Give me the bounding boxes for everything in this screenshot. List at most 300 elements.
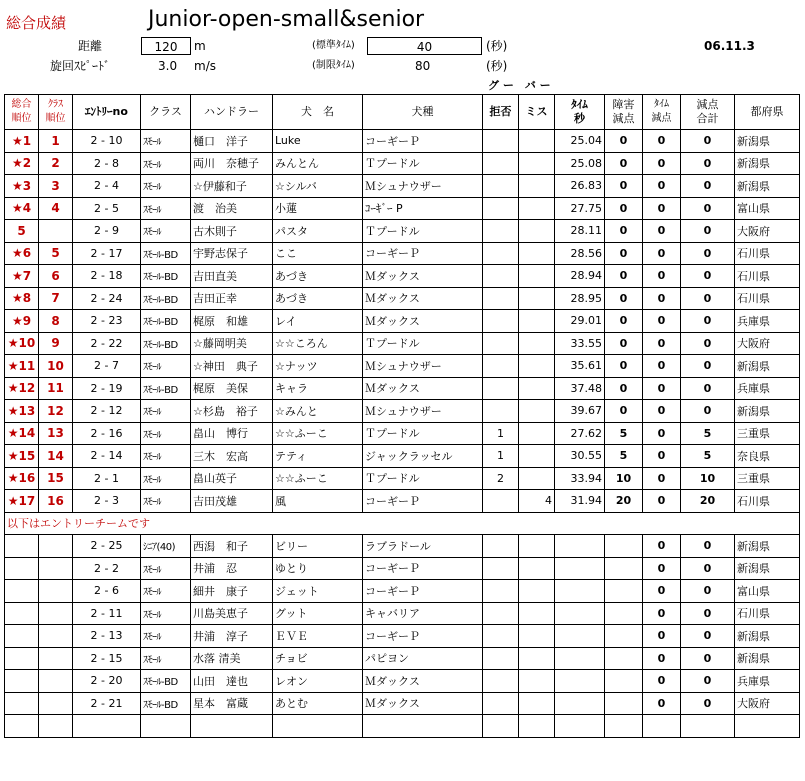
class-cell: ｽﾓｰﾙ [141,467,191,490]
table-row [5,197,800,220]
total-deduction-cell: 0 [681,265,735,288]
overall-rank: ★6 [5,242,39,265]
time-cell: 28.11 [555,220,605,243]
class-rank: 15 [39,467,73,490]
empty-cell [643,715,681,738]
header-breed: 犬種 [363,95,483,130]
handler-cell: 細井 康子 [191,580,273,603]
entry-no: 2 - 8 [73,152,141,175]
dog-cell: ☆ナッツ [273,355,363,378]
time-cell: 30.55 [555,445,605,468]
breed-cell: ｺｰｷﾞｰ P [363,197,483,220]
table-row [5,175,800,198]
results-table [4,94,800,738]
time-cell: 25.08 [555,152,605,175]
date-label: 06.11.3 [704,39,755,53]
entry-team-row [5,580,800,603]
total-deduction-cell: 0 [681,692,735,715]
breed-cell: コーギーＰ [363,490,483,513]
obstacle-deduction-cell: 5 [605,422,643,445]
empty-row [5,715,800,738]
time-deduction-cell: 0 [643,332,681,355]
header-time-deduction [643,95,681,130]
prefecture-cell: 新潟県 [735,355,800,378]
class-cell: ｽﾓｰﾙ [141,602,191,625]
refusal-cell [483,580,519,603]
breed-cell: コーギーＰ [363,242,483,265]
header-entry-no: ｴﾝﾄﾘｰno [73,95,141,130]
time-cell: 31.94 [555,490,605,513]
class-rank: 12 [39,400,73,423]
dog-cell: みんとん [273,152,363,175]
breed-cell: Ｍダックス [363,310,483,333]
prefecture-cell: 大阪府 [735,332,800,355]
dog-cell: 小蓮 [273,197,363,220]
breed-cell: Ｔプードル [363,152,483,175]
table-row [5,422,800,445]
table-row [5,130,800,153]
time-cell [555,647,605,670]
table-row [5,467,800,490]
prefecture-cell: 新潟県 [735,152,800,175]
breed-cell: コーギーＰ [363,625,483,648]
miss-cell [519,535,555,558]
total-deduction-cell: 0 [681,310,735,333]
miss-cell [519,242,555,265]
time-deduction-cell: 0 [643,692,681,715]
refusal-cell [483,152,519,175]
header-obstacle-deduction-text: 障害 減点 [612,98,635,125]
total-deduction-cell: 0 [681,355,735,378]
results-body [5,130,800,738]
entry-note-row [5,512,800,535]
obstacle-deduction-cell: 0 [605,287,643,310]
time-deduction-cell: 0 [643,602,681,625]
handler-cell: 梶原 和雄 [191,310,273,333]
class-cell: ｼﾆｱ(40) [141,535,191,558]
handler-cell: 吉田茂雄 [191,490,273,513]
dog-cell: レイ [273,310,363,333]
distance-unit: m [194,39,206,53]
breed-cell: Ｔプードル [363,332,483,355]
entry-team-row [5,692,800,715]
table-row [5,265,800,288]
obstacle-deduction-cell: 0 [605,355,643,378]
time-cell: 27.62 [555,422,605,445]
prefecture-cell: 新潟県 [735,535,800,558]
class-rank: 2 [39,152,73,175]
entry-no: 2 - 17 [73,242,141,265]
dog-cell: グット [273,602,363,625]
handler-cell: ☆伊藤和子 [191,175,273,198]
limit-time-value: 80 [415,59,431,73]
time-deduction-cell: 0 [643,490,681,513]
entry-no: 2 - 25 [73,535,141,558]
limit-time-unit: (秒) [486,59,508,73]
class-rank: 14 [39,445,73,468]
empty-cell [39,715,73,738]
breed-cell: Ｔプードル [363,467,483,490]
refusal-cell [483,490,519,513]
breed-cell: Ｍダックス [363,377,483,400]
prefecture-cell: 三重県 [735,422,800,445]
dog-cell: チョビ [273,647,363,670]
dog-cell: ジェット [273,580,363,603]
total-deduction-cell: 0 [681,647,735,670]
miss-cell [519,422,555,445]
empty-cell [605,715,643,738]
breed-cell: コーギーＰ [363,580,483,603]
time-deduction-cell: 0 [643,242,681,265]
breed-cell: Ｔプードル [363,422,483,445]
overall-rank: ★13 [5,400,39,423]
entry-team-row [5,625,800,648]
overall-rank: ★1 [5,130,39,153]
obstacle-deduction-cell: 0 [605,265,643,288]
handler-cell: 宇野志保子 [191,242,273,265]
time-deduction-cell: 0 [643,152,681,175]
header-time-text: ﾀｲﾑ 秒 [571,98,588,125]
obstacle-deduction-cell [605,670,643,693]
overall-rank: ★12 [5,377,39,400]
miss-cell [519,647,555,670]
miss-cell [519,377,555,400]
table-row [5,152,800,175]
refusal-cell [483,602,519,625]
header-time [555,95,605,130]
entry-no: 2 - 2 [73,557,141,580]
refusal-cell [483,287,519,310]
class-rank: 10 [39,355,73,378]
total-deduction-cell: 0 [681,400,735,423]
refusal-cell [483,355,519,378]
handler-cell: 井浦 忍 [191,557,273,580]
refusal-cell [483,692,519,715]
time-cell: 28.56 [555,242,605,265]
entry-no: 2 - 14 [73,445,141,468]
entry-no: 2 - 20 [73,670,141,693]
prefecture-cell: 兵庫県 [735,670,800,693]
header-obstacle-deduction [605,95,643,130]
dog-cell: パスタ [273,220,363,243]
total-deduction-cell: 20 [681,490,735,513]
time-cell [555,625,605,648]
time-cell [555,580,605,603]
obstacle-deduction-cell: 0 [605,310,643,333]
prefecture-cell: 石川県 [735,287,800,310]
overall-rank [5,602,39,625]
breed-cell: Ｍダックス [363,692,483,715]
time-cell [555,670,605,693]
handler-cell: 両川 奈穂子 [191,152,273,175]
handler-cell: 吉田正幸 [191,287,273,310]
class-rank: 7 [39,287,73,310]
dog-cell: ☆☆ころん [273,332,363,355]
distance-label: 距離 [78,39,103,53]
header-class-rank [39,95,73,130]
empty-cell [5,715,39,738]
obstacle-deduction-cell: 0 [605,377,643,400]
overall-rank: ★15 [5,445,39,468]
breed-cell: ラブラドール [363,535,483,558]
total-deduction-cell: 0 [681,670,735,693]
table-row [5,242,800,265]
entry-no: 2 - 3 [73,490,141,513]
miss-cell [519,445,555,468]
breed-cell: コーギーＰ [363,130,483,153]
class-cell: ｽﾓｰﾙ-BD [141,310,191,333]
header-miss: ミス [519,95,555,130]
class-cell: ｽﾓｰﾙ [141,422,191,445]
overall-rank: ★10 [5,332,39,355]
time-deduction-cell: 0 [643,377,681,400]
class-cell: ｽﾓｰﾙ-BD [141,377,191,400]
table-row [5,332,800,355]
handler-cell: 西潟 和子 [191,535,273,558]
class-rank [39,557,73,580]
obstacle-deduction-cell: 0 [605,152,643,175]
total-deduction-cell: 0 [681,377,735,400]
total-deduction-cell: 0 [681,625,735,648]
refusal-cell [483,197,519,220]
time-deduction-cell: 0 [643,265,681,288]
obstacle-deduction-cell [605,602,643,625]
overall-rank [5,557,39,580]
miss-cell [519,175,555,198]
class-cell: ｽﾓｰﾙ [141,445,191,468]
empty-cell [191,715,273,738]
entry-no: 2 - 23 [73,310,141,333]
class-cell: ｽﾓｰﾙ [141,197,191,220]
prefecture-cell: 石川県 [735,602,800,625]
breed-cell: キャバリア [363,602,483,625]
section-label: 総合成績 [6,14,67,32]
header-overall-text: 総合 順位 [11,99,32,124]
prefecture-cell: 富山県 [735,197,800,220]
total-deduction-cell: 0 [681,175,735,198]
prefecture-cell: 新潟県 [735,647,800,670]
breed-cell: コーギーＰ [363,557,483,580]
empty-cell [73,715,141,738]
empty-cell [273,715,363,738]
dog-cell: ゆとり [273,557,363,580]
refusal-cell [483,557,519,580]
time-cell: 28.94 [555,265,605,288]
refusal-cell [483,400,519,423]
page-title: Junior-open-small&senior [148,7,425,32]
refusal-cell [483,535,519,558]
standard-time-value: 40 [367,37,482,55]
total-deduction-cell: 0 [681,242,735,265]
class-rank [39,535,73,558]
limit-time-label: (制限ﾀｲﾑ) [312,60,355,71]
overall-rank: ★7 [5,265,39,288]
breed-cell: Ｍシュナウザー [363,175,483,198]
overall-rank: ★16 [5,467,39,490]
time-cell: 28.95 [555,287,605,310]
class-rank: 3 [39,175,73,198]
class-cell: ｽﾓｰﾙ-BD [141,265,191,288]
total-deduction-cell: 0 [681,602,735,625]
miss-cell [519,220,555,243]
dog-cell: Luke [273,130,363,153]
total-deduction-cell: 5 [681,445,735,468]
time-deduction-cell: 0 [643,647,681,670]
standard-time-unit: (秒) [486,39,508,53]
class-cell: ｽﾓｰﾙ [141,625,191,648]
handler-cell: 水落 清美 [191,647,273,670]
class-cell: ｽﾓｰﾙ-BD [141,242,191,265]
time-cell: 27.75 [555,197,605,220]
refusal-cell [483,670,519,693]
prefecture-cell: 新潟県 [735,557,800,580]
obstacle-deduction-cell: 20 [605,490,643,513]
overall-rank [5,647,39,670]
class-rank: 6 [39,265,73,288]
class-rank [39,670,73,693]
handler-cell: 川島美恵子 [191,602,273,625]
class-cell: ｽﾓｰﾙ [141,355,191,378]
handler-cell: 渡 治美 [191,197,273,220]
total-deduction-cell: 0 [681,557,735,580]
miss-cell [519,310,555,333]
header-prefecture: 都府県 [735,95,800,130]
dog-cell: あとむ [273,692,363,715]
handler-cell: 樋口 洋子 [191,130,273,153]
dog-cell: キャラ [273,377,363,400]
overall-rank [5,670,39,693]
entry-no: 2 - 22 [73,332,141,355]
miss-cell [519,332,555,355]
overall-rank [5,535,39,558]
miss-cell [519,557,555,580]
miss-cell [519,602,555,625]
handler-cell: ☆神田 典子 [191,355,273,378]
handler-cell: 星本 富蔵 [191,692,273,715]
header-dog: 犬 名 [273,95,363,130]
dog-cell: ビリー [273,535,363,558]
breed-cell: ジャックラッセル [363,445,483,468]
time-cell: 37.48 [555,377,605,400]
dog-cell: ☆☆ふーこ [273,467,363,490]
miss-cell [519,467,555,490]
entry-no: 2 - 12 [73,400,141,423]
time-cell: 33.55 [555,332,605,355]
miss-cell [519,152,555,175]
class-cell: ｽﾓｰﾙ-BD [141,670,191,693]
refusal-cell [483,647,519,670]
entry-no: 2 - 9 [73,220,141,243]
prefecture-cell: 新潟県 [735,625,800,648]
class-rank: 5 [39,242,73,265]
standard-time-label: (標準ﾀｲﾑ) [312,40,355,51]
entry-note: 以下はエントリーチームです [5,512,800,535]
class-cell: ｽﾓｰﾙ [141,220,191,243]
obstacle-deduction-cell: 5 [605,445,643,468]
time-deduction-cell: 0 [643,197,681,220]
miss-cell [519,692,555,715]
class-cell: ｽﾓｰﾙ-BD [141,287,191,310]
miss-cell: 4 [519,490,555,513]
time-deduction-cell: 0 [643,175,681,198]
miss-cell [519,287,555,310]
dog-cell: あづき [273,287,363,310]
time-cell [555,557,605,580]
class-rank: 11 [39,377,73,400]
total-deduction-cell: 5 [681,422,735,445]
table-row [5,220,800,243]
time-cell [555,692,605,715]
entry-no: 2 - 15 [73,647,141,670]
entry-no: 2 - 7 [73,355,141,378]
distance-value: 120 [141,37,191,55]
header-handler: ハンドラー [191,95,273,130]
time-cell: 39.67 [555,400,605,423]
time-deduction-cell: 0 [643,130,681,153]
refusal-cell: 1 [483,445,519,468]
entry-no: 2 - 21 [73,692,141,715]
obstacle-deduction-cell [605,647,643,670]
time-deduction-cell: 0 [643,400,681,423]
table-row [5,287,800,310]
class-rank: 1 [39,130,73,153]
entry-team-row [5,557,800,580]
entry-team-row [5,602,800,625]
empty-cell [363,715,483,738]
turn-speed-value: 3.0 [158,59,178,73]
time-deduction-cell: 0 [643,670,681,693]
miss-cell [519,580,555,603]
handler-cell: 梶原 美保 [191,377,273,400]
overall-rank: ★3 [5,175,39,198]
entry-no: 2 - 11 [73,602,141,625]
empty-cell [519,715,555,738]
empty-cell [141,715,191,738]
entry-no: 2 - 18 [73,265,141,288]
table-row [5,400,800,423]
time-deduction-cell: 0 [643,535,681,558]
class-cell: ｽﾓｰﾙ [141,490,191,513]
header-total-deduction-text: 減点 合計 [696,98,719,125]
overall-rank [5,625,39,648]
overall-rank: ★11 [5,355,39,378]
header-time-deduction-text: ﾀｲﾑ 減点 [651,99,672,124]
dog-cell: ここ [273,242,363,265]
obstacle-deduction-cell [605,625,643,648]
overall-rank [5,580,39,603]
time-deduction-cell: 0 [643,445,681,468]
class-cell: ｽﾓｰﾙ [141,580,191,603]
miss-cell [519,400,555,423]
breed-cell: Ｍシュナウザー [363,400,483,423]
total-deduction-cell: 10 [681,467,735,490]
dog-cell: ☆みんと [273,400,363,423]
handler-cell: 古木則子 [191,220,273,243]
overall-rank: 5 [5,220,39,243]
refusal-cell [483,377,519,400]
time-deduction-cell: 0 [643,355,681,378]
dog-cell: テティ [273,445,363,468]
breed-cell: Ｔプードル [363,220,483,243]
refusal-cell [483,625,519,648]
obstacle-deduction-cell: 0 [605,130,643,153]
refusal-cell [483,265,519,288]
time-deduction-cell: 0 [643,467,681,490]
refusal-cell [483,310,519,333]
class-cell: ｽﾓｰﾙ [141,152,191,175]
time-deduction-cell: 0 [643,557,681,580]
refusal-cell [483,332,519,355]
